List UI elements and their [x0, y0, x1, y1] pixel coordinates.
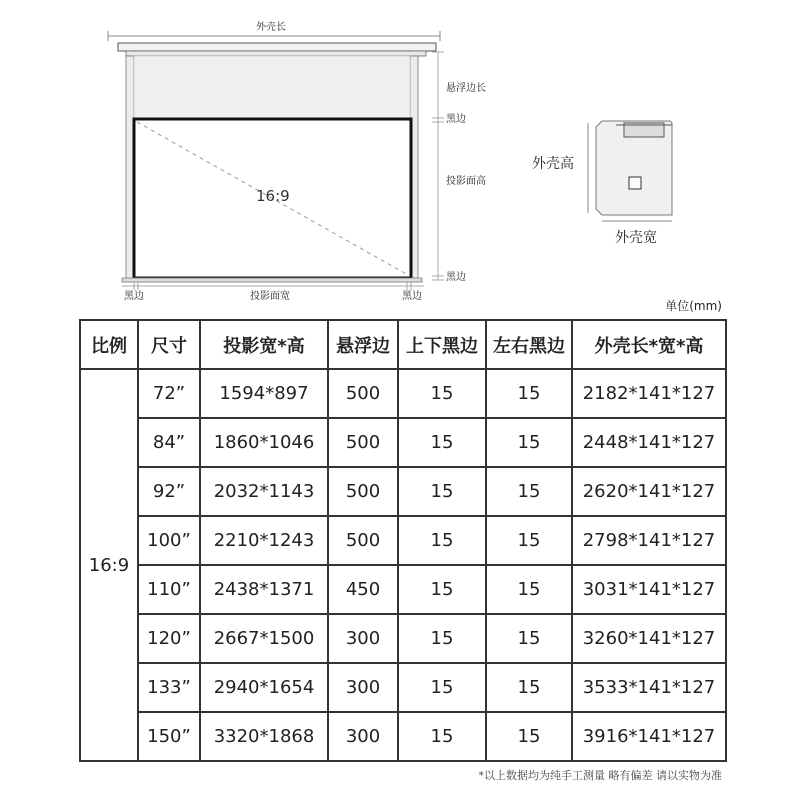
left-right-cell: 15 — [486, 565, 572, 614]
top-bottom-cell: 15 — [398, 565, 486, 614]
size-cell: 84” — [138, 418, 200, 467]
table-row — [80, 663, 726, 712]
size-cell: 110” — [138, 565, 200, 614]
shell-width-label: 外壳宽 — [615, 230, 657, 246]
projection-cell: 2210*1243 — [200, 516, 328, 565]
size-cell: 92” — [138, 467, 200, 516]
shell-cell: 2448*141*127 — [572, 418, 726, 467]
left-right-cell: 15 — [486, 712, 572, 761]
header-left-right-edge: 左右黑边 — [486, 320, 572, 369]
float-cell: 500 — [328, 467, 398, 516]
table-row — [80, 418, 726, 467]
float-cell: 300 — [328, 614, 398, 663]
size-cell: 150” — [138, 712, 200, 761]
header-shell-size: 外壳长*宽*高 — [572, 320, 726, 369]
top-bottom-cell: 15 — [398, 369, 486, 418]
shell-cell: 3533*141*127 — [572, 663, 726, 712]
black-edge-left-label: 黑边 — [124, 291, 144, 302]
float-cell: 500 — [328, 516, 398, 565]
shell-cell: 3260*141*127 — [572, 614, 726, 663]
float-edge-label: 悬浮边长 — [446, 83, 486, 94]
size-cell: 133” — [138, 663, 200, 712]
side-drawing — [580, 115, 690, 225]
proj-width-label: 投影面宽 — [250, 291, 290, 302]
proj-height-label: 投影面高 — [446, 176, 486, 187]
left-right-cell: 15 — [486, 516, 572, 565]
left-right-cell: 15 — [486, 369, 572, 418]
projection-cell: 2940*1654 — [200, 663, 328, 712]
size-cell: 72” — [138, 369, 200, 418]
table-row — [80, 516, 726, 565]
table-row — [80, 467, 726, 516]
shell-cell: 3916*141*127 — [572, 712, 726, 761]
table-row — [80, 565, 726, 614]
projection-cell: 1594*897 — [200, 369, 328, 418]
top-bottom-cell: 15 — [398, 712, 486, 761]
unit-label: 单位(mm) — [665, 299, 722, 313]
left-right-cell: 15 — [486, 614, 572, 663]
projection-cell: 1860*1046 — [200, 418, 328, 467]
top-bottom-cell: 15 — [398, 663, 486, 712]
size-cell: 120” — [138, 614, 200, 663]
table-header-row — [80, 320, 726, 369]
projection-cell: 2667*1500 — [200, 614, 328, 663]
ratio-label: 16:9 — [256, 187, 290, 205]
left-right-cell: 15 — [486, 418, 572, 467]
spec-table — [79, 319, 727, 762]
black-edge-right-label: 黑边 — [402, 291, 422, 302]
top-bottom-cell: 15 — [398, 467, 486, 516]
shell-length-label: 外壳长 — [256, 22, 286, 33]
left-right-cell: 15 — [486, 663, 572, 712]
projection-cell: 2032*1143 — [200, 467, 328, 516]
footnote: *以上数据均为纯手工测量 略有偏差 请以实物为准 — [478, 769, 722, 782]
float-cell: 300 — [328, 663, 398, 712]
shell-cell: 2798*141*127 — [572, 516, 726, 565]
table-row — [80, 614, 726, 663]
projection-cell: 2438*1371 — [200, 565, 328, 614]
black-edge-top-label: 黑边 — [446, 114, 466, 125]
header-top-bottom-edge: 上下黑边 — [398, 320, 486, 369]
header-size: 尺寸 — [138, 320, 200, 369]
table-row — [80, 712, 726, 761]
top-bottom-cell: 15 — [398, 614, 486, 663]
shell-cell: 3031*141*127 — [572, 565, 726, 614]
header-ratio: 比例 — [80, 320, 138, 369]
float-cell: 500 — [328, 418, 398, 467]
shell-cell: 2620*141*127 — [572, 467, 726, 516]
shell-cell: 2182*141*127 — [572, 369, 726, 418]
left-right-cell: 15 — [486, 467, 572, 516]
top-bottom-cell: 15 — [398, 418, 486, 467]
table-row — [80, 369, 726, 418]
header-projection: 投影宽*高 — [200, 320, 328, 369]
ratio-cell: 16:9 — [80, 369, 138, 761]
shell-height-label: 外壳高 — [532, 156, 574, 172]
float-cell: 300 — [328, 712, 398, 761]
size-cell: 100” — [138, 516, 200, 565]
float-cell: 450 — [328, 565, 398, 614]
projection-cell: 3320*1868 — [200, 712, 328, 761]
float-cell: 500 — [328, 369, 398, 418]
header-float-edge: 悬浮边 — [328, 320, 398, 369]
top-bottom-cell: 15 — [398, 516, 486, 565]
black-edge-bottom-label: 黑边 — [446, 272, 466, 283]
